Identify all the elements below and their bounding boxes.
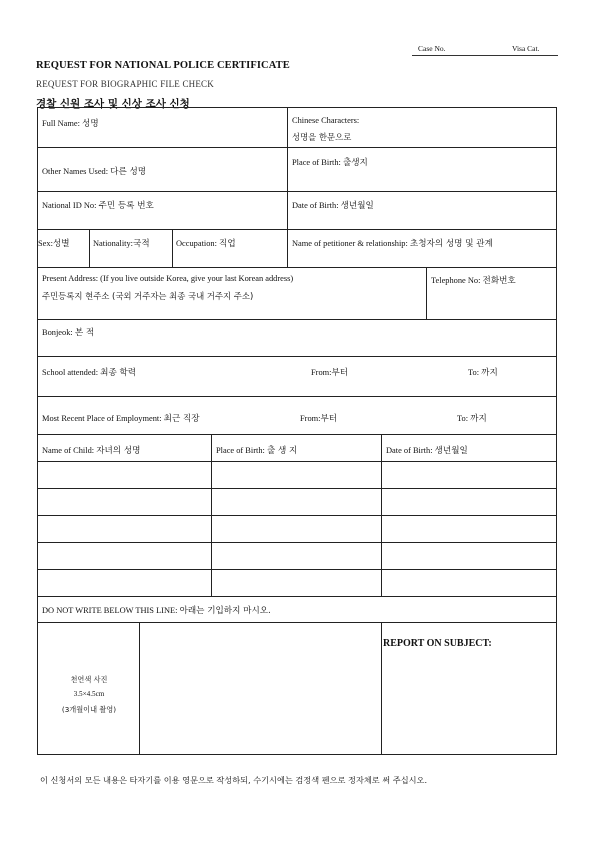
other-names-label-ko: 다른 성명 <box>110 167 147 177</box>
school-field[interactable] <box>42 366 136 378</box>
visa-cat-label: Visa Cat. <box>512 44 540 53</box>
sex-label-en: Sex: <box>38 239 53 248</box>
child-name-header <box>42 444 140 456</box>
school-to-label-en: To: <box>468 368 480 377</box>
place-of-birth-label-ko: 출생지 <box>342 158 368 168</box>
school-label-ko: 최종 학력 <box>100 368 137 378</box>
school-label-en: School attended: <box>42 368 99 377</box>
telephone-field[interactable] <box>431 274 516 286</box>
child-pob-label-en: Place of Birth: <box>216 446 265 455</box>
full-name-field[interactable] <box>42 117 99 129</box>
photo-line-1: 천연색 사진 <box>70 675 108 684</box>
child-name-label-ko: 자녀의 성명 <box>96 446 141 456</box>
school-to-label-ko: 까지 <box>481 368 498 378</box>
telephone-label-en: Telephone No: <box>431 276 481 285</box>
occupation-field[interactable] <box>176 237 236 249</box>
present-address-field[interactable] <box>42 274 293 283</box>
other-names-label-en: Other Names Used: <box>42 167 109 176</box>
footnote: 이 신청서의 모든 내용은 타자기를 이용 영문으로 작성하되, 수기시에는 검정색 펜으로 정자체로 써 주십시오. <box>40 775 428 785</box>
employment-label-en: Most Recent Place of Employment: <box>42 414 162 423</box>
telephone-label-ko: 전화번호 <box>482 276 516 286</box>
child-dob-header <box>386 444 468 456</box>
date-of-birth-label-ko: 생년월일 <box>340 201 374 211</box>
case-visa-header <box>412 44 558 56</box>
child-dob-label-ko: 생년월일 <box>434 446 468 456</box>
child-dob-cell[interactable] <box>382 462 556 488</box>
school-from-field[interactable] <box>311 366 348 378</box>
employment-label-ko: 최근 직장 <box>163 414 200 424</box>
employment-from-label-ko: 부터 <box>320 414 338 424</box>
employment-from-label-en: From: <box>300 414 321 423</box>
bonjeok-label-ko: 본 적 <box>74 328 95 338</box>
employment-to-label-en: To: <box>457 414 469 423</box>
child-pob-label-ko: 출 생 지 <box>266 446 298 456</box>
employment-field[interactable] <box>42 412 200 424</box>
employment-to-label-ko: 까지 <box>470 414 487 424</box>
national-id-label-ko: 주민 등록 번호 <box>98 201 154 211</box>
chinese-characters-field[interactable] <box>288 108 556 147</box>
child-pob-header <box>216 444 297 456</box>
place-of-birth-field[interactable] <box>292 156 368 168</box>
child-dob-label-en: Date of Birth: <box>386 446 433 455</box>
do-not-write-notice <box>42 604 271 616</box>
nationality-field[interactable] <box>93 237 150 249</box>
case-no-label: Case No. <box>418 44 446 53</box>
sex-label-ko: 성별 <box>52 239 70 249</box>
child-name-label-en: Name of Child: <box>42 446 95 455</box>
chinese-characters-label-en: Chinese Characters: <box>292 116 360 125</box>
employment-from-field[interactable] <box>300 412 337 424</box>
national-id-field[interactable] <box>42 199 154 211</box>
present-address-label-ko: 주민등록지 현주소 (국외 거주자는 최종 국내 거주지 주소) <box>42 291 254 301</box>
school-to-field[interactable] <box>468 366 498 378</box>
national-id-label-en: National ID No: <box>42 201 97 210</box>
photo-placeholder <box>40 672 138 717</box>
title-korean: 경찰 신원 조사 및 신상 조사 신청 <box>36 98 190 110</box>
child-pob-cell[interactable] <box>212 462 380 488</box>
date-of-birth-label-en: Date of Birth: <box>292 201 339 210</box>
bonjeok-label-en: Bonjeok: <box>42 328 73 337</box>
school-from-label-ko: 부터 <box>331 368 349 378</box>
full-name-label-ko: 성명 <box>82 119 99 129</box>
title-english-sub: REQUEST FOR BIOGRAPHIC FILE CHECK <box>36 79 214 89</box>
bonjeok-field[interactable] <box>42 326 94 338</box>
petitioner-label-ko: 초청자의 성명 및 관계 <box>409 239 493 249</box>
petitioner-field[interactable] <box>292 237 493 249</box>
child-name-cell[interactable] <box>38 462 210 488</box>
occupation-label-ko: 직업 <box>219 239 236 249</box>
petitioner-label-en: Name of petitioner & relationship: <box>292 239 408 248</box>
do-not-write-en: DO NOT WRITE BELOW THIS LINE: <box>42 606 178 615</box>
chinese-characters-label-ko: 성명을 한문으로 <box>292 132 352 142</box>
nationality-label-ko: 국적 <box>133 239 150 249</box>
place-of-birth-label-en: Place of Birth: <box>292 158 341 167</box>
title-english-main: REQUEST FOR NATIONAL POLICE CERTIFICATE <box>36 60 290 71</box>
report-on-subject-label: REPORT ON SUBJECT: <box>383 638 492 649</box>
photo-line-2: 3.5×4.5cm <box>73 690 105 698</box>
photo-line-3: (3개월이내 촬영) <box>61 705 117 714</box>
present-address-note: (If you live outside Korea, give your last Korean address) <box>100 274 294 283</box>
school-from-label-en: From: <box>311 368 332 377</box>
other-names-field[interactable] <box>42 165 146 177</box>
date-of-birth-field[interactable] <box>292 199 374 211</box>
present-address-label-en: Present Address: <box>42 274 99 283</box>
employment-to-field[interactable] <box>457 412 487 424</box>
occupation-label-en: Occupation: <box>176 239 217 248</box>
full-name-label-en: Full Name: <box>42 119 80 128</box>
do-not-write-ko: 아래는 기입하지 마시오. <box>179 606 271 616</box>
nationality-label-en: Nationality: <box>93 239 134 248</box>
sex-field[interactable] <box>38 237 70 249</box>
